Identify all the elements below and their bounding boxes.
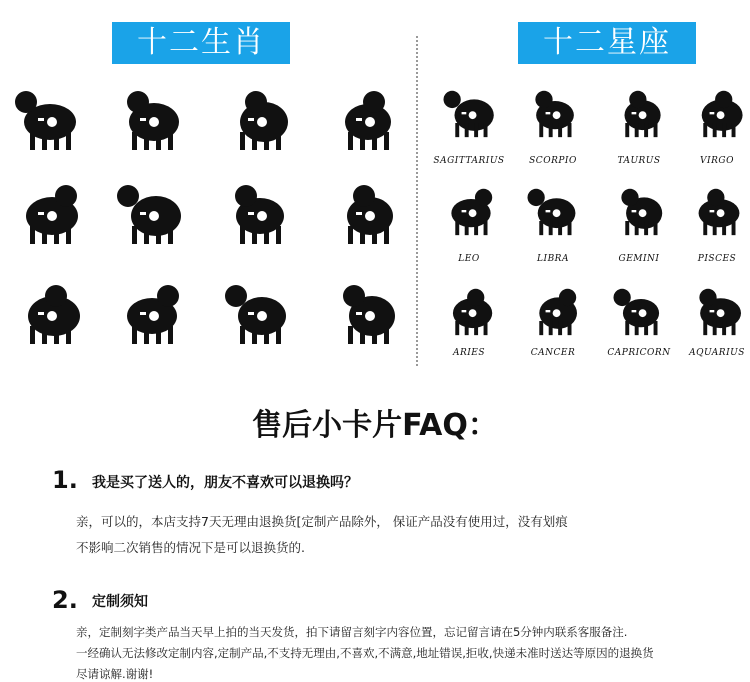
- cancer-label: CANCER: [530, 348, 576, 358]
- aries-label: ARIES: [452, 348, 486, 358]
- question-1-text: 我是买了送人的，朋友不喜欢可以退换吗？: [92, 475, 358, 491]
- answer-1-line-2: 不影响二次销售的情况下是可以退换货的.: [76, 540, 305, 555]
- virgo-icon: [686, 78, 750, 146]
- snake-papercut-icon: [110, 176, 194, 248]
- pisces-label: PISCES: [697, 254, 737, 264]
- libra-label: LIBRA: [537, 254, 569, 264]
- answer-2-line-1: 亲，定制刻字类产品当天早上拍的当天发货，拍下请留言刻字内容位置，忘记留言请在5分钟内联系客服备注.: [76, 625, 628, 639]
- faq-title: 售后小卡片FAQ：: [252, 408, 498, 443]
- leo-label: LEO: [458, 254, 480, 264]
- scorpio-label: SCORPIO: [529, 156, 577, 166]
- ox-papercut-icon: [110, 82, 194, 154]
- cancer-icon: [522, 276, 588, 344]
- goat-papercut-icon: [326, 176, 410, 248]
- horse-papercut-icon: [218, 176, 302, 248]
- sagittarius-icon: [438, 78, 504, 146]
- star-signs-banner: 十二星座: [518, 22, 696, 64]
- answer-2-line-3: 尽请谅解.谢谢!: [76, 667, 154, 681]
- capricorn-icon: [608, 276, 674, 344]
- leo-icon: [438, 176, 504, 244]
- aquarius-label: AQUARIUS: [689, 348, 745, 358]
- answer-1-line-1: 亲，可以的，本店支持7天无理由退换货[定制产品除外， 保证产品没有使用过，没有划痕: [76, 514, 568, 529]
- tiger-papercut-icon: [218, 82, 302, 154]
- rooster-papercut-icon: [110, 276, 194, 348]
- taurus-label: TAURUS: [617, 156, 661, 166]
- aquarius-icon: [686, 276, 750, 344]
- virgo-label: VIRGO: [700, 156, 734, 166]
- rat-papercut-icon: [8, 82, 92, 154]
- aries-icon: [438, 276, 504, 344]
- pig-papercut-icon: [326, 276, 410, 348]
- libra-icon: [522, 176, 588, 244]
- question-2-text: 定制须知: [92, 594, 148, 610]
- dog-papercut-icon: [218, 276, 302, 348]
- pisces-icon: [686, 176, 750, 244]
- capricorn-label: CAPRICORN: [607, 348, 671, 358]
- monkey-papercut-icon: [8, 276, 92, 348]
- rabbit-papercut-icon: [326, 82, 410, 154]
- scorpio-icon: [522, 78, 588, 146]
- answer-2-line-2: 一经确认无法修改定制内容,定制产品,不支持无理由,不喜欢,不满意,地址错误,拒收,快递未准时送达等原因的退换货: [76, 646, 654, 660]
- gemini-icon: [608, 176, 674, 244]
- dragon-papercut-icon: [8, 176, 92, 248]
- taurus-icon: [608, 78, 674, 146]
- sagittarius-label: SAGITTARIUS: [433, 156, 505, 166]
- gemini-label: GEMINI: [618, 254, 660, 264]
- question-2-number: 2.: [52, 586, 78, 614]
- question-1-number: 1.: [52, 466, 78, 494]
- chinese-zodiac-banner: 十二生肖: [112, 22, 290, 64]
- section-divider: [416, 36, 418, 366]
